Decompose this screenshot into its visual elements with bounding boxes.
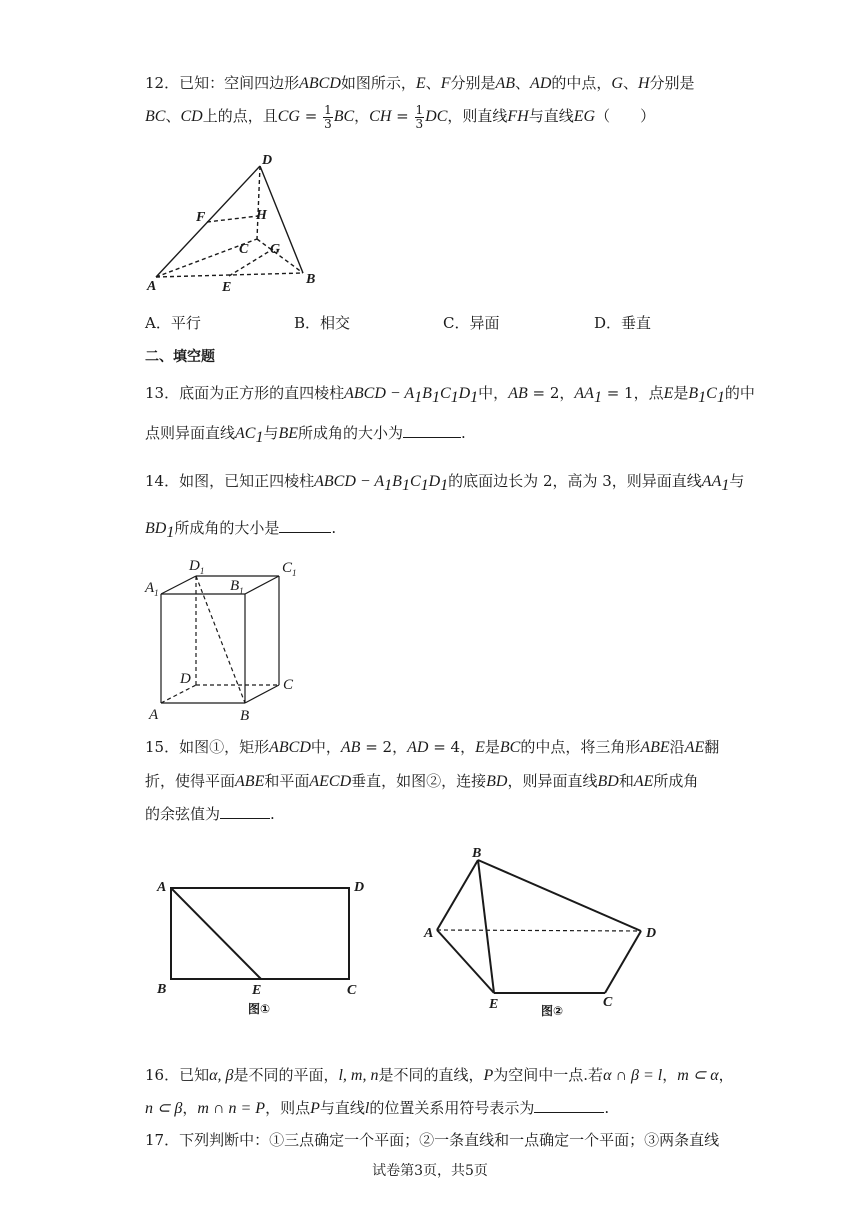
q14-prism-figure — [161, 576, 279, 703]
label-D: D — [180, 671, 191, 687]
math: E — [415, 75, 426, 92]
section-title: 二、填空题 — [145, 349, 215, 365]
text: 上的点，且 — [202, 107, 278, 126]
math: CG — [277, 108, 300, 126]
text: 、 — [622, 74, 638, 92]
label-D1: $D_1$ — [189, 558, 205, 576]
label-B: B — [240, 708, 250, 724]
answer-blank — [534, 1112, 604, 1113]
option-c: C．异面 — [443, 314, 500, 332]
q15-figure-1 — [171, 888, 349, 979]
math: FH — [507, 108, 529, 126]
q12-tetrahedron-figure — [156, 166, 303, 277]
text: 的中点， — [551, 74, 612, 92]
page-footer: 试卷第3页，共5页 — [372, 1163, 488, 1179]
fraction: $\frac{1}{3}$ — [415, 103, 424, 131]
q13-line-2: 点则异面直线$AC_1$与BE所成角的大小为 . — [145, 424, 466, 446]
label-F: F — [196, 210, 206, 225]
label-H: H — [256, 208, 267, 223]
caption-fig-2: 图② — [541, 1004, 564, 1018]
math: BC — [333, 108, 355, 126]
label-D: D — [646, 926, 657, 941]
math: CH — [369, 108, 392, 126]
math: G — [611, 75, 623, 92]
label-C: C — [347, 983, 357, 998]
q17-line-1: 17．下列判断中：①三点确定一个平面；②一条直线和一点确定一个平面；③两条直线 — [145, 1131, 720, 1149]
label-C: C — [603, 995, 613, 1010]
option-b: B．相交 — [294, 314, 351, 332]
math: AB — [495, 75, 516, 92]
q16-line-1: 16．已知α, β是不同的平面，l, m, n是不同的直线，P为空间中一点.若α ∩ β = l，m ⊂ α， — [145, 1066, 734, 1084]
q16-line-2: n ⊂ β，m ∩ n = P，则点P与直线l的位置关系用符号表示为 . — [145, 1099, 610, 1117]
option-d: D．垂直 — [594, 314, 652, 332]
label-A: A — [424, 926, 434, 941]
label-C: C — [239, 242, 249, 257]
label-G: G — [270, 242, 281, 257]
label-A: A — [149, 707, 159, 723]
q13-line-1: 13．底面为正方形的直四棱柱ABCD − $A_1B_1C_1D_1$中，AB = 2，$AA_1 = 1$，点E是$B_1C_1$的中 — [145, 384, 755, 406]
fraction: $\frac{1}{3}$ — [324, 103, 332, 131]
label-B: B — [472, 846, 482, 861]
text: （ ） — [595, 107, 656, 126]
label-B: B — [306, 272, 316, 287]
label-D: D — [262, 153, 273, 168]
text: 如图所示， — [340, 74, 416, 92]
label-A: A — [157, 880, 167, 895]
math: DC — [425, 108, 448, 126]
answer-blank — [403, 437, 461, 438]
math: ABCD — [299, 75, 341, 92]
q15-line-1: 15．如图①，矩形ABCD中，AB = 2，AD = 4，E是BC的中点，将三角形ABE沿AE翻 — [145, 738, 720, 756]
label-A: A — [147, 279, 157, 294]
text: = — [391, 107, 414, 126]
label-C1: $C_1$ — [282, 560, 297, 578]
label-A1: $A_1$ — [145, 580, 159, 598]
text: 分别是 — [649, 74, 695, 92]
q15-line-3: 的余弦值为 . — [145, 805, 275, 823]
text: ， — [354, 107, 370, 126]
caption-fig-1: 图① — [248, 1002, 271, 1016]
text: 、 — [425, 74, 441, 92]
text: = — [299, 107, 323, 126]
label-D: D — [354, 880, 365, 895]
answer-blank — [279, 532, 331, 533]
label-B1: $B_1$ — [230, 578, 244, 596]
label-C: C — [283, 677, 294, 693]
math: BC — [145, 108, 166, 126]
q14-line-2: $BD_1$所成角的大小是 . — [145, 519, 337, 541]
label-E: E — [252, 983, 262, 998]
math: H — [637, 75, 650, 92]
math: CD — [180, 108, 203, 126]
text: 、 — [165, 107, 181, 126]
text: 分别是 — [450, 74, 496, 92]
label-E: E — [489, 997, 499, 1012]
q15-figure-2 — [437, 860, 641, 993]
text: 与直线 — [528, 107, 574, 126]
math: EG — [573, 108, 596, 126]
q14-line-1: 14．如图，已知正四棱柱ABCD − $A_1B_1C_1D_1$的底面边长为 2，高为 3，则异面直线$AA_1$与 — [145, 472, 745, 494]
label-B: B — [157, 982, 167, 997]
answer-blank — [220, 818, 270, 819]
q15-line-2: 折，使得平面ABE和平面AECD垂直，如图②，连接BD，则异面直线BD和AE所成角 — [145, 772, 699, 790]
text: ，则直线 — [447, 107, 508, 126]
math: AD — [530, 75, 552, 92]
label-E: E — [222, 280, 232, 295]
text: 12．已知：空间四边形 — [145, 74, 300, 92]
math: F — [440, 75, 451, 92]
option-a: A．平行 — [145, 314, 201, 332]
text: 、 — [515, 74, 531, 92]
